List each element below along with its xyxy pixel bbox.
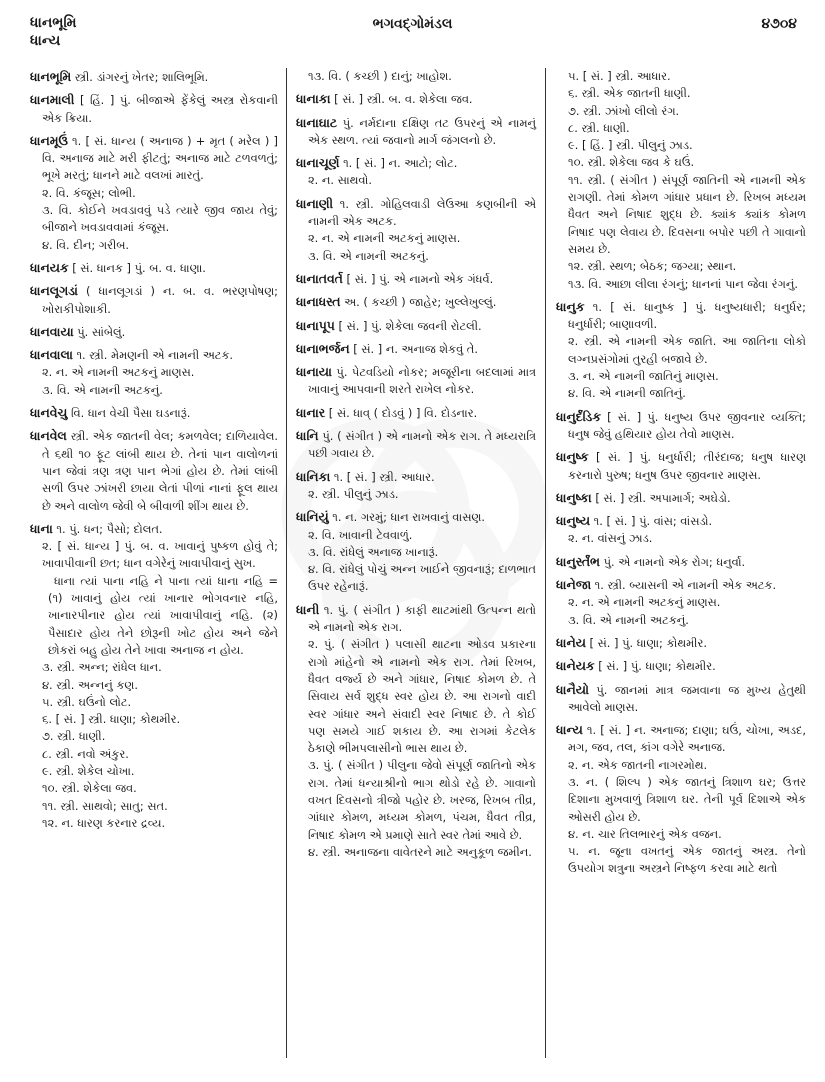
headword: ધાનલૂગડાં <box>30 283 78 299</box>
definition-text: ૪. વિ. એ નામની જાતિનું. <box>568 386 686 401</box>
entry-sense <box>556 333 806 368</box>
column-3 <box>556 68 806 878</box>
headword: ધાનાણી <box>296 195 334 211</box>
column-1 <box>30 68 278 832</box>
headword: ધાની <box>296 601 320 617</box>
definition-text: ૧૧. સ્ત્રી. ( સંગીત ) સંપૂર્ણ જાતિની એ નામની એક રાગણી. તેમાં કોમળ ગાંધાર પ્રધાન છે. રિખબ મધ્યમ ધૈવત અને નિષાદ શુદ્ધ છે. ક્યાંક ક્યાંક કોમળ નિષાદ પણ લેવાય છે. દિવસના બપોર પછી તે ગાવાનો સમય છે. <box>568 172 806 256</box>
dictionary-entry <box>30 68 278 86</box>
dictionary-entry <box>556 408 806 444</box>
definition-text: પું. એ નામનો એક રોગ; ધનુર્વા. <box>599 554 746 569</box>
entry-sense <box>30 763 278 780</box>
definition-text: ૨. વિ. કંજૂસ; લોભી. <box>42 185 136 200</box>
dictionary-entry <box>296 508 536 526</box>
definition-text: ૯. સ્ત્રી. શેકેલ ચોખા. <box>42 763 135 778</box>
dictionary-entry <box>296 340 536 358</box>
definition-text: ૧૦. સ્ત્રી. શેકેલા જવ. <box>42 781 137 796</box>
entry-sense <box>556 103 806 120</box>
headword: ધાનાધસ્ત <box>296 294 341 310</box>
definition-text: ૪. ન. ચાર તિલભારનું એક વજન. <box>568 826 722 841</box>
entry-sense <box>296 248 536 265</box>
dictionary-entry <box>556 489 806 507</box>
entry-sense <box>30 364 278 381</box>
dictionary-entry <box>556 298 806 334</box>
headword: ધાનવેલ <box>30 428 67 444</box>
definition-text: [ હિં. ] પું. બીજાએ ફેંકેલું અસ્ત્ર રોકવાની એક ક્રિયા. <box>42 93 278 125</box>
definition-text: [ સં. ] પું. એ નામનો એક ગંધર્વ. <box>342 271 494 286</box>
headword: ધાનૈયો <box>556 681 589 697</box>
column-divider <box>545 68 546 1058</box>
definition-text: ૨. ન. સાથવો. <box>308 173 372 188</box>
headword: ધાનવેચુ <box>30 405 68 421</box>
dictionary-entry <box>556 657 806 675</box>
headword: ધાનાકા <box>296 91 331 107</box>
entry-sense <box>296 172 536 189</box>
entry-sense <box>556 258 806 275</box>
entry-sense <box>30 237 278 254</box>
entry-sense <box>556 120 806 137</box>
headword: ધાનાચૂર્ણ <box>296 155 340 171</box>
definition-text: [ સં. ] પું. ધનુર્ધારી; તીરંદાજ; ધનુષ ધારણ કરનારો પુરુષ; ધનુષ ઉપર જીવનાર માણસ. <box>568 450 806 482</box>
headword: ધાનાભર્જન <box>296 340 350 356</box>
dictionary-entry <box>556 512 806 530</box>
headword: ધાનુષ્ક <box>556 449 589 465</box>
definition-text: પું. પેટવડિયો નોકર; મજૂરીના બદલામાં માત્ર ખાવાનું આપવાની શરતે રાખેલ નોકર. <box>308 365 536 397</box>
entry-sense <box>296 68 536 85</box>
definition-text: અ. ( કચ્છી ) જાહેર; ખુલ્લેખુલ્લું. <box>340 295 497 310</box>
entry-sense <box>556 276 806 293</box>
entry-sense <box>296 636 536 757</box>
entry-sense <box>30 202 278 237</box>
definition-text: સ્ત્રી. એક જાતની વેલ; કમળવેલ; દાળિયાવેલ. તે ૬થી ૧૦ ફૂટ લાંબી થાય છે. તેનાં પાન વાલોળનાં પાન જેવાં ત્રણ ત્રણ પાન ભેગાં હોય છે. તેમાં લાંબી સળી ઉપર ઝાંખરી છાયા લેતાં પીળાં નાનાં ફૂલ થાય છે અને વાલોળ જેવી બે બીવાળી શીંગ થાય છે. <box>42 429 278 513</box>
dictionary-entry <box>296 195 536 231</box>
entry-sense <box>556 612 806 629</box>
definition-text: ૧. સ્ત્રી. મેમણની એ નામની અટક. <box>72 348 234 363</box>
entry-sense <box>30 694 278 711</box>
guide-word-last: ધાન્ય <box>30 33 61 49</box>
definition-text: [ સં. ] સ્ત્રી. બ. વ. શેકેલા જવ. <box>330 92 473 107</box>
headword: ધાનેય <box>556 634 586 650</box>
entry-sense <box>30 798 278 815</box>
definition-text: ૨. પું. ( સંગીત ) પલાસી થાટના ઓડવ પ્રકારના રાગો માંહેનો એ નામનો એક રાગ. તેમાં રિખબ, ધૈવત વર્જ્ય છે અને ગાંધાર, નિષાદ કોમળ છે. તે સિવાય સર્વ શુદ્ધ સ્વર હોય છે. આ રાગનો વાદી સ્વર ગાંધાર અને સંવાદી સ્વર નિષાદ છે. તે કોઈ પણ સમયે ગાઈ શકાય છે. આ રાગમાં કેટલેક ઠેકાણે ભીમપલાસીનો ભાસ થાય છે. <box>308 637 536 756</box>
definition-text: ૪. સ્ત્રી. અન્નનું કણ. <box>42 677 138 692</box>
dictionary-entry <box>296 404 536 422</box>
definition-text: ( ધાનલૂગડાં ) ન. બ. વ. ભરણપોષણ; ખોરાકીપોશાકી. <box>42 284 278 316</box>
headword: ધાનાપૂપ <box>296 317 335 333</box>
definition-text: વિ. ધાન વેચી પૈસા ઘડનારૂં. <box>67 406 191 421</box>
definition-text: પું. જાનમાં માત્ર જમવાના જ મુખ્ય હેતુથી આવેલો માણસ. <box>568 682 806 714</box>
entry-sense <box>556 826 806 843</box>
headword: ધાન્ય <box>556 722 583 738</box>
page-title: ભગવદ્ગોમંડલ <box>372 16 453 32</box>
headword: ધાનાઘાટ <box>296 114 338 130</box>
entry-sense <box>556 137 806 154</box>
entry-sense <box>30 815 278 832</box>
entry-sense <box>296 486 536 503</box>
entry-sense <box>556 594 806 611</box>
headword: ધાનુષ્ય <box>556 513 591 529</box>
definition-text: ૧૨. ન. ધારણ કરનાર દ્રવ્ય. <box>42 815 166 830</box>
entry-sense <box>30 538 278 573</box>
definition-text: ૫. [ સં. ] સ્ત્રી. આધાર. <box>568 69 671 83</box>
dictionary-entry <box>30 323 278 341</box>
headword: ધાનિકા <box>296 468 331 484</box>
entry-sense <box>556 368 806 385</box>
definition-text: ૧૦. સ્ત્રી. શેકેલા જવ કે ઘઉં. <box>568 155 695 170</box>
entry-sense <box>30 659 278 676</box>
dictionary-entry <box>556 721 806 757</box>
headword: ધાનિયું <box>296 509 329 525</box>
definition-text: પું. નર્મદાના દક્ષિણ તટ ઉપરનું એ નામનું એક સ્થળ. ત્યાં જવાનો માર્ગ જંગલનો છે. <box>308 115 536 147</box>
entry-sense <box>556 843 806 878</box>
definition-text: ૩. ન. એ નામની જાતિનું માણસ. <box>568 369 719 384</box>
headword: ધાનુર્સ્તંભ <box>556 553 600 569</box>
entry-sense <box>556 172 806 258</box>
dictionary-entry <box>30 259 278 277</box>
entry-sense <box>556 85 806 102</box>
definition-text: ૫. ન. જૂના વખતનું એક જાતનું અસ્ત્ર. તેનો ઉપયોગ શત્રુના અસ્ત્રને નિષ્ફળ કરવા માટે થતો <box>568 844 806 876</box>
dictionary-entry <box>296 114 536 150</box>
dictionary-entry <box>556 681 806 717</box>
definition-text: ૩. સ્ત્રી. અન્ન; રાંધેલ ધાન. <box>42 660 162 675</box>
definition-text: ૬. [ સં. ] સ્ત્રી. ધાણા; કોથમીર. <box>42 712 181 727</box>
definition-text: ૮. સ્ત્રી. ધાણી. <box>568 120 630 135</box>
definition-text: [ સં. ધાવ્ ( દોડવું ) ] વિ. દોડનાર. <box>325 405 478 420</box>
definition-text: ૩. વિ. કોઈને ખવડાવવું પડે ત્યારે જીવ જાય તેવું; બીજાને ખવડાવવામાં કંજૂસ. <box>42 203 278 235</box>
dictionary-entry <box>296 317 536 335</box>
headword: ધાનાતવર્ત <box>296 270 343 286</box>
headword: ધાનાયા <box>296 364 332 380</box>
definition-text: ૭. સ્ત્રી. ઝાંખો લીલો રંગ. <box>568 103 680 118</box>
entry-sense <box>30 677 278 694</box>
definition-text: ૩. વિ. એ નામની અટકનું. <box>308 248 429 263</box>
column-2 <box>296 68 536 861</box>
dictionary-entry <box>296 90 536 108</box>
entry-sense <box>556 774 806 826</box>
definition-text: ૨. સ્ત્રી. પીલુનું ઝાડ. <box>308 486 399 501</box>
dictionary-entry <box>296 601 536 637</box>
entry-sense <box>296 544 536 561</box>
definition-text: [ સં. ] ન. અનાજ શેકવું તે. <box>349 341 478 356</box>
entry-sense <box>556 530 806 547</box>
definition-text: ૮. સ્ત્રી. નવો અંકુર. <box>42 746 129 761</box>
entry-sense <box>296 230 536 247</box>
definition-text: પું. સાંબેલું. <box>73 324 126 339</box>
definition-text: [ સં. ] પું. ધાણા; કોથમીર. <box>594 659 716 674</box>
definition-text: [ સં. ધાનક ] પું. બ. વ. ધાણા. <box>68 260 206 275</box>
definition-text: ૩. ન. ( શિલ્પ ) એક જાતનું ત્રિશાળ ઘર; ઉત્તર દિશાના મુખવાળું ત્રિશાળ ઘર. તેની પૂર્વ દિશાએ એક ઓસરી હોય છે. <box>568 774 806 824</box>
definition-text: ૧. [ સં. ધાન્ય ( અનાજ ) + મૃત ( મરેલ ) ] વિ. અનાજ માટે મરી ફીટતું; અનાજ માટે ટળવળતું; ભૂખે મરતું; ધાનને માટે વલખાં મારતું. <box>42 133 278 183</box>
definition-text: ૨. ન. એક જાતની નાગરમોથ. <box>568 757 708 772</box>
definition-text: ૧૧. સ્ત્રી. સાથવો; સાતુ; સત. <box>42 798 168 813</box>
definition-text: ૪. સ્ત્રી. અનાજના વાવેતરને માટે અનુકૂળ જમીન. <box>308 844 532 859</box>
dictionary-entry <box>30 427 278 514</box>
definition-text: ૭. સ્ત્રી. ધાણી. <box>42 729 106 744</box>
definition-text: ૨. ન. વાંસનું ઝાડ. <box>568 531 653 546</box>
dictionary-entry <box>30 282 278 318</box>
definition-text: ૨. ન. એ નામની અટકનું માણસ. <box>42 365 195 380</box>
definition-text: ૧. [ સં. ] ન. આટો; લોટ. <box>339 156 458 171</box>
definition-text: ૧. પું. ધન; પૈસો; દોલત. <box>52 521 163 536</box>
dictionary-entry <box>30 91 278 127</box>
headword: ધાનવાલા <box>30 347 73 363</box>
headword: ધાનમૂઉં <box>30 132 68 148</box>
definition-text: [ સં. ] પું. શેકેલા જવની રોટલી. <box>334 318 482 333</box>
headword: ધાનભૂમિ <box>30 69 72 84</box>
headword: ધાનવાયા <box>30 323 74 339</box>
dictionary-entry <box>556 448 806 484</box>
guide-word-first: ધાનભૂમિ <box>30 15 77 31</box>
entry-sense <box>556 68 806 85</box>
dictionary-entry <box>556 576 806 594</box>
definition-text: ૪. વિ. દીન; ગરીબ. <box>42 237 130 252</box>
headword: ધાનાર <box>296 404 326 420</box>
definition-text: ૧. [ સં. ધાનુષ્ક ] પું. ધનુષ્યધારી; ધનુર્ધર; ધનુર્ધારી; બાણાવળી. <box>568 299 806 332</box>
definition-text: ૪. વિ. રાંધેલું પોચું અન્ન ખાઈને જીવનારૂં; દાળભાત ઉપર રહેનારૂં. <box>308 562 536 594</box>
entry-sense <box>296 757 536 843</box>
definition-text: ૫. સ્ત્રી. ઘઉંનો લોટ. <box>42 694 132 709</box>
definition-text: સ્ત્રી. ડાંગરનું ખેતર; શાલિભૂમિ. <box>71 70 209 84</box>
definition-text: ૧. [ સં. ] ન. અનાજ; દાણા; ઘઉં, ચોખા, અડદ, મગ, જવ, તલ, કાંગ વગેરે અનાજ. <box>568 723 806 755</box>
entry-sense <box>30 728 278 745</box>
definition-text: ૧૩. વિ. ( કચ્છી ) દાનું; ખાહોશ. <box>308 69 452 83</box>
definition-text: ૧. ન. ગરમું; ધાન રાખવાનું વાસણ. <box>328 510 485 525</box>
headword: ધાનેયક <box>556 658 595 674</box>
definition-text: ૩. વિ. એ નામની અટકનું. <box>568 612 689 627</box>
entry-sense <box>30 382 278 399</box>
definition-text: પું. ( સંગીત ) એ નામનો એક રાગ. તે મધ્યરાત્રિ પછી ગવાય છે. <box>308 429 536 461</box>
definition-text: ૨. વિ. ખાવાની ટેવવાળું. <box>308 527 413 542</box>
definition-text: ૧. પું. ( સંગીત ) કાફી થાટમાંથી ઉત્પન્ન થતો એ નામનો એક રાગ. <box>308 602 536 635</box>
definition-text: ૨. સ્ત્રી. એ નામની એક જાતિ. આ જાતિના લોકો લગ્નપ્રસંગોમાં તુરહી બજાવે છે. <box>568 334 806 366</box>
dictionary-entry <box>30 132 278 185</box>
dictionary-entry <box>296 363 536 399</box>
definition-text: ૧. [ સં. ] સ્ત્રી. આધાર. <box>330 469 435 484</box>
definition-text: ૧. સ્ત્રી. ગોહિલવાડી લેઉઆ કણબીની એ નામની એક અટક. <box>308 196 536 229</box>
definition-text: ૧૨. સ્ત્રી. સ્થળ; બેઠક; જગ્યા; સ્થાન. <box>568 259 737 274</box>
definition-text: ૨. ન. એ નામની અટકનું માણસ. <box>568 595 721 610</box>
entry-sense <box>556 385 806 402</box>
entry-sense <box>30 780 278 797</box>
dictionary-entry <box>296 468 536 486</box>
entry-sense <box>30 746 278 763</box>
definition-text: ૩. વિ. રાંધેલું અનાજ ખાનારૂં. <box>308 544 439 559</box>
entry-sense <box>30 711 278 728</box>
headword: ધાના <box>30 520 53 536</box>
dictionary-entry <box>30 346 278 364</box>
entry-sense <box>296 527 536 544</box>
definition-text: ૯. [ હિં. ] સ્ત્રી. પીલુનું ઝાડ. <box>568 138 693 153</box>
headword: ધાનિ <box>296 428 319 444</box>
entry-sense <box>30 185 278 202</box>
entry-sense <box>296 561 536 596</box>
dictionary-entry <box>556 553 806 571</box>
definition-text: ૩. વિ. એ નામની અટકનું. <box>42 382 163 397</box>
headword: ધાનમાલી <box>30 92 75 108</box>
dictionary-entry <box>30 520 278 538</box>
definition-text: ૧. [ સં. ] પું. વાંસ; વાંસડો. <box>590 514 713 529</box>
headword: ધાનુષ્કા <box>556 489 592 505</box>
definition-text: ૧૩. વિ. આછા લીલા રંગનું; ધાનનાં પાન જેવા રંગનું. <box>568 276 798 291</box>
idiom-quote <box>30 573 278 659</box>
page-number: ૪૭૦૪ <box>761 16 797 32</box>
dictionary-entry <box>30 404 278 422</box>
dictionary-entry <box>296 270 536 288</box>
entry-sense <box>556 154 806 171</box>
entry-sense <box>296 844 536 861</box>
definition-text: ૬. સ્ત્રી. એક જાતની ધાણી. <box>568 86 691 101</box>
entry-sense <box>556 757 806 774</box>
headword: ધાનુર્દંડિક <box>556 408 601 424</box>
definition-text: [ સં. ] પું. ધાણા; કોથમીર. <box>585 635 707 650</box>
definition-text: ૩. પું. ( સંગીત ) પીલુના જેવો સંપૂર્ણ જાતિનો એક રાગ. તેમાં ધન્યાશ્રીનો ભાગ થોડો રહે છે. ગાવાનો વખત દિવસનો ત્રીજો પહોર છે. ખરજ, રિખબ તીવ્ર, ગાંધાર કોમળ, મધ્યમ કોમળ, પંચમ, ધૈવત તીવ્ર, નિષાદ કોમળ એ પ્રમાણે સાતે સ્વર તેમાં આવે છે. <box>308 758 536 842</box>
headword: ધાનયક <box>30 259 69 275</box>
definition-text: [ સં. ] પું. ધનુષ્ય ઉપર જીવનાર વ્યક્તિ; ધનુષ જેવું હથિયાર હોય તેવો માણસ. <box>568 409 806 441</box>
dictionary-entry <box>296 154 536 172</box>
definition-text: ૨. [ સં. ધાન્ય ] પું. બ. વ. ખાવાનું પુષ્કળ હોવું તે; ખાવાપીવાની છત; ધાન વગેરેનું ખાવાપીવાનું સુખ. <box>42 539 278 571</box>
definition-text: ૨. ન. એ નામની અટકનું માણસ. <box>308 231 461 246</box>
dictionary-entry <box>296 427 536 463</box>
headword: ધાનેજા <box>556 577 592 593</box>
definition-text: [ સં. ] સ્ત્રી. અપામાર્ગ; અઘેડો. <box>591 490 731 505</box>
dictionary-entry <box>296 293 536 311</box>
column-divider <box>286 68 287 1058</box>
dictionary-entry <box>556 634 806 652</box>
headword: ધાનુક <box>556 298 585 314</box>
definition-text: ૧. સ્ત્રી. બ્યાસની એ નામની એક અટક. <box>591 578 777 593</box>
definition-text: ધાના ત્યાં પાના નહિ ને પાના ત્યાં ધાના નહિ = (૧) ખાવાનું હોય ત્યાં ખાનાર ભોગવનાર નહિ, ખાનારપીનાર હોય ત્યાં ખાવાપીવાનું નહિ. (૨) પૈસાદાર હોય તેને છોરૂની ખોટ હોય અને જેને છોકરાં બહુ હોય તેને ખાવા અનાજ ન હોય. <box>48 573 278 657</box>
